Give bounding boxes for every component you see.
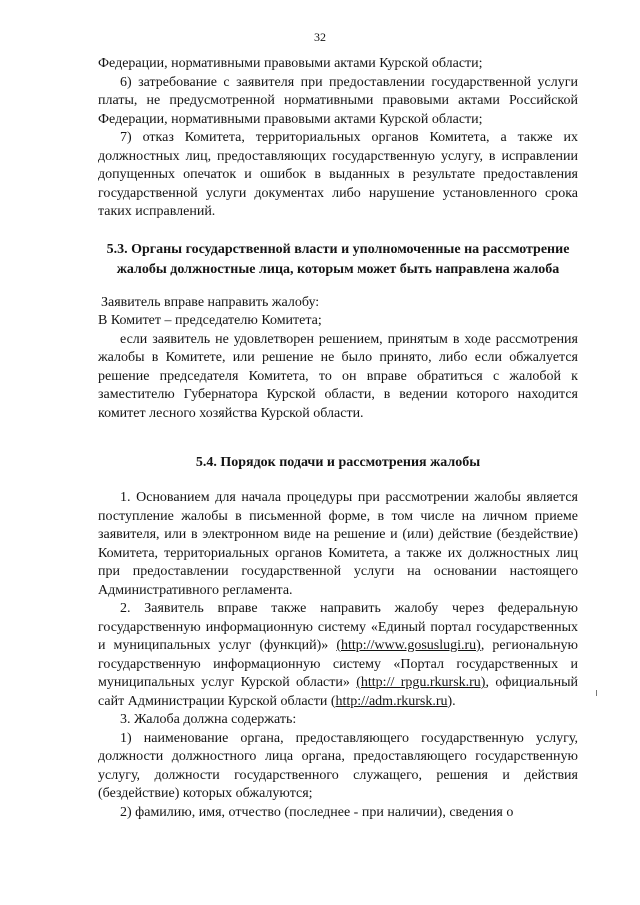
paragraph-5-4-3-item-2: 2) фамилию, имя, отчество (последнее - при наличии), сведения о: [120, 804, 514, 820]
text-segment: , официальный сайт Администрации Курской области (: [98, 675, 579, 709]
paragraph-appeal-governor: если заявитель не удовлетворен решением, принятым в ходе рассмотрения жалобы в Комитете, или решение не было принято, либо если обжалуется решение председателя Комитета, то он вправе обратиться с жалобой к заместителю Губернатора Курской области, в ведении которого находится комитет лесного хозяйства Курской области.: [98, 331, 578, 421]
paragraph-5-4-3-item-1: 1) наименование органа, предоставляющего государственную услугу, должности должностного лица органа, предоставляющего государственную услугу, должности государственного служащего, решения и действия (бездействие) которых обжалуются;: [98, 730, 578, 801]
paragraph-to-committee: В Комитет – председателю Комитета;: [98, 313, 322, 328]
paragraph-5-4-2: [98, 600, 578, 711]
paragraph-5-4-3: 3. Жалоба должна содержать:: [120, 712, 297, 727]
paragraph-right-to-complain: Заявитель вправе направить жалобу:: [101, 294, 320, 310]
text-segment: 2. Заявитель вправе также направить жалобу через федеральную государственную информационную систему «Единый портал государственных и муниципальных услуг (функций)»: [98, 601, 578, 653]
section-5-3-heading: 5.3. Органы государственной власти и уполномоченные на рассмотрение жалобы должностные лица, которым может быть направлена жалоба: [106, 241, 570, 277]
text-segment: , региональную государственную информационную систему «Портал государственных и муниципальных услуг Курской области»: [98, 638, 578, 690]
section-5-4-heading: 5.4. Порядок подачи и рассмотрения жалобы: [195, 455, 481, 470]
paragraph-5-4-1: 1. Основанием для начала процедуры при рассмотрении жалобы является поступление жалобы в письменной форме, в том числе на личном приеме заявителя, или в электронном виде на решение и (или) действие (бездействие) Комитета, территориальных органов Комитета, а также их должностных лиц при предоставлении государственной услуги на основании настоящего Административного регламента.: [98, 490, 578, 598]
paragraph-item-6: 6) затребование с заявителя при предоставлении государственной услуги платы, не предусмотренной нормативными правовыми актами Российской Федерации, нормативными правовыми актами Курской области;: [98, 74, 578, 127]
paragraph-item-7: 7) отказ Комитета, территориальных органов Комитета, а также их должностных лиц, предоставляющих государственную услугу, в исправлении допущенных опечаток и ошибок в выданных в результате предоставления государственной услуги документах либо нарушение установленного срока таких исправлений.: [98, 130, 578, 219]
adm-rkursk-link[interactable]: http://adm.rkursk.ru: [335, 693, 448, 709]
paragraph-federation: Федерации, нормативными правовыми актами Курской области;: [98, 56, 483, 71]
gosuslugi-link[interactable]: (http://www.gosuslugi.ru): [336, 638, 481, 653]
text-segment: ).: [447, 693, 456, 709]
page-number: 32: [314, 30, 326, 44]
scan-mark: [596, 690, 597, 696]
rpgu-link[interactable]: (http:// rpgu.rkursk.ru): [356, 675, 486, 690]
document-body: [98, 55, 578, 822]
